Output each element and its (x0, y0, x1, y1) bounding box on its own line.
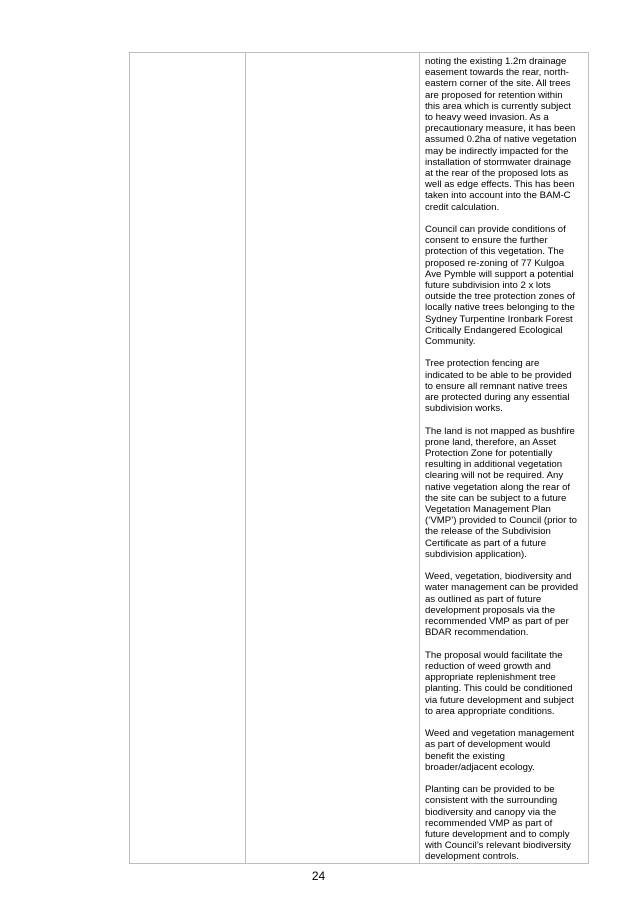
text-line: to area appropriate conditions. (425, 705, 555, 717)
document-table (129, 52, 589, 864)
table-cell-column-3 (420, 53, 589, 864)
text-line: broader/adjacent ecology. (425, 761, 535, 773)
column-3-text (420, 53, 588, 863)
text-line: Protection Zone for potentially (425, 448, 553, 460)
text-line: are proposed for retention within (425, 89, 563, 101)
text-line: eastern corner of the site. All trees (425, 78, 571, 90)
text-line: assumed 0.2ha of native vegetation (425, 134, 577, 146)
table-row (130, 53, 589, 864)
text-line: Tree protection fencing are (425, 358, 540, 370)
text-line: as outlined as part of future (425, 593, 542, 605)
paragraph (425, 426, 582, 560)
text-line: via future development and subject (425, 694, 574, 706)
text-line: protection of this vegetation. The (425, 246, 565, 258)
text-line: future development and to comply (425, 828, 570, 840)
text-line: taken into account into the BAM-C (425, 190, 571, 202)
text-line: prone land, therefore, an Asset (425, 436, 557, 448)
text-line: consent to ensure the further (425, 235, 548, 247)
text-line: future subdivision into 2 x lots (425, 280, 551, 292)
text-line: to heavy weed invasion. As a (425, 112, 549, 124)
text-line: locally native trees belonging to the (425, 302, 575, 314)
text-line: well as edge effects. This has been (425, 179, 575, 191)
paragraph (425, 571, 582, 638)
paragraph (425, 728, 582, 773)
table-cell-column-2 (246, 53, 420, 864)
text-line: at the rear of the proposed lots as (425, 168, 569, 180)
text-line: this area which is currently subject (425, 100, 572, 112)
paragraph (425, 784, 582, 862)
text-line: easement towards the rear, north- (425, 67, 569, 79)
text-line: Weed and vegetation management (425, 728, 575, 740)
text-line: Ave Pymble will support a potential (425, 268, 574, 280)
column-2-text (246, 53, 419, 56)
text-line: recommended VMP as part of (425, 817, 553, 829)
text-line: proposed re-zoning of 77 Kulgoa (425, 257, 565, 269)
text-line: water management can be provided (425, 582, 579, 594)
page-number: 24 (311, 869, 326, 883)
text-line: The proposal would facilitate the (425, 649, 563, 661)
text-line: Planting can be provided to be (425, 784, 555, 796)
text-line: reduction of weed growth and (425, 660, 551, 672)
text-line: installation of stormwater drainage (425, 156, 572, 168)
text-line: The land is not mapped as bushfire (425, 425, 575, 437)
text-line: the site can be subject to a future (425, 492, 567, 504)
text-line: subdivision works. (425, 403, 503, 415)
text-line: to ensure all remnant native trees (425, 380, 568, 392)
text-line: Community. (425, 336, 476, 348)
text-line: appropriate replenishment tree (425, 672, 556, 684)
paragraph (425, 224, 582, 347)
text-line: clearing will not be required. Any (425, 470, 564, 482)
paragraph (425, 650, 582, 717)
text-line: Council can provide conditions of (425, 224, 566, 236)
text-line: precautionary measure, it has been (425, 123, 576, 135)
text-line: recommended VMP as part of per (425, 616, 569, 628)
text-line: with Council’s relevant biodiversity (425, 840, 571, 852)
text-line: Weed, vegetation, biodiversity and (425, 571, 572, 583)
text-line: may be indirectly impacted for the (425, 145, 569, 157)
text-line: resulting in additional vegetation (425, 459, 563, 471)
text-line: benefit the existing (425, 750, 506, 762)
text-line: development proposals via the (425, 604, 556, 616)
column-1-text (130, 53, 245, 56)
text-line: outside the tree protection zones of (425, 291, 575, 303)
text-line: are protected during any essential (425, 392, 570, 404)
paragraph (425, 358, 582, 414)
text-line: credit calculation. (425, 201, 500, 213)
text-line: Vegetation Management Plan (425, 504, 551, 516)
text-line: BDAR recommendation. (425, 627, 529, 639)
text-line: (‘VMP’) provided to Council (prior to (425, 515, 577, 527)
text-line: Certificate as part of a future (425, 537, 547, 549)
text-line: consistent with the surrounding (425, 795, 558, 807)
table-cell-column-1 (130, 53, 246, 864)
text-line: subdivision application). (425, 548, 527, 560)
text-line: indicated to be able to be provided (425, 369, 572, 381)
text-line: biodiversity and canopy via the (425, 806, 557, 818)
text-line: Sydney Turpentine Ironbark Forest (425, 313, 573, 325)
paragraph (425, 56, 582, 213)
text-line: planting. This could be conditioned (425, 683, 573, 695)
text-line: native vegetation along the rear of (425, 481, 571, 493)
text-line: noting the existing 1.2m drainage (425, 56, 567, 67)
text-line: development controls. (425, 851, 519, 863)
text-line: as part of development would (425, 739, 551, 751)
text-line: Critically Endangered Ecological (425, 324, 563, 336)
text-line: the release of the Subdivision (425, 526, 551, 538)
